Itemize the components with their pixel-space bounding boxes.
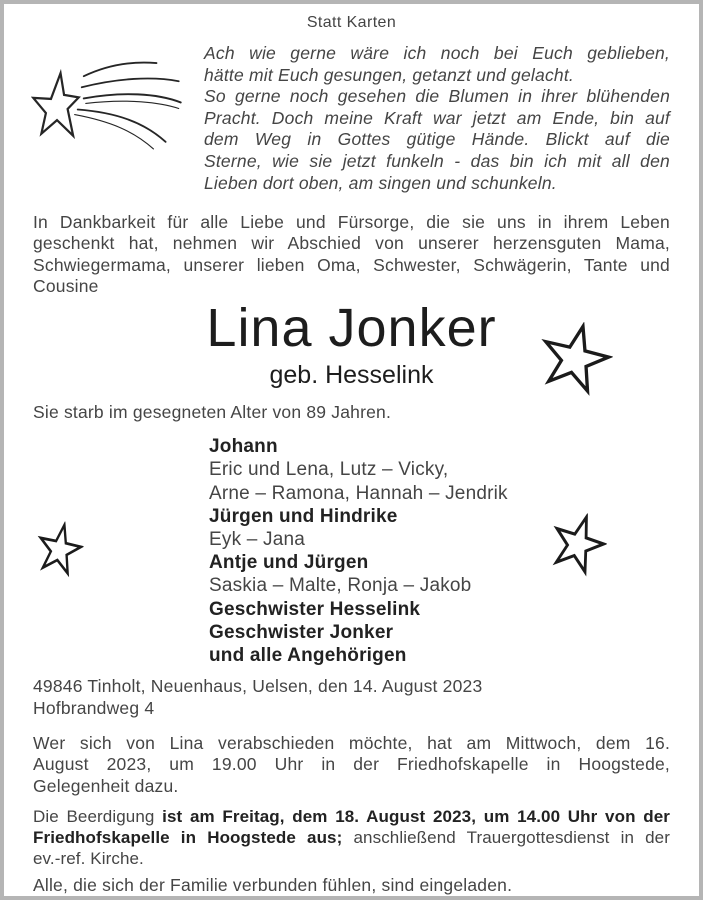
family-line: Geschwister Jonker — [209, 621, 394, 643]
family-line: Geschwister Hesselink — [209, 598, 421, 620]
poem-line: Lieben dort oben, am singen und schunkeln. — [204, 172, 557, 193]
address-block — [33, 676, 670, 719]
burial-line — [33, 848, 670, 869]
family-line: Jürgen und Hindrike — [209, 505, 398, 527]
poem-line: Sterne, wie sie jetzt funkeln - das bin ich mit all den — [204, 150, 670, 171]
burial-paragraph — [33, 806, 670, 870]
farewell-line: Wer sich von Lina verabschieden möchte, hat am Mittwoch, dem 16. — [33, 733, 670, 753]
address-street-line: Hofbrandweg 4 — [33, 697, 155, 718]
family-line: Eyk – Jana — [209, 529, 305, 550]
closing-line: Alle, die sich der Familie verbunden fühlen, sind eingeladen. — [33, 874, 513, 895]
statt-karten-label: Statt Karten — [306, 14, 397, 31]
farewell-line: Gelegenheit dazu. — [33, 775, 179, 796]
burial-text-regular: ev.-ref. Kirche. — [33, 849, 144, 869]
burial-text-bold: ist am Freitag, dem 18. August 2023, um 14.00 Uhr von der — [162, 806, 671, 826]
family-line: Arne – Ramona, Hannah – Jendrik — [209, 482, 508, 504]
burial-text-regular: anschließend Trauergottesdienst in der — [353, 828, 670, 848]
poem-line: Ach wie gerne wäre ich noch bei Euch geblieben, — [204, 43, 670, 63]
deceased-name: Lina Jonker — [206, 298, 497, 359]
intro-line: In Dankbarkeit für alle Liebe und Fürsorge, die sie uns in ihrem Leben — [33, 212, 670, 232]
intro-line: Cousine — [33, 275, 99, 296]
name-block — [33, 299, 670, 389]
farewell-paragraph — [33, 733, 670, 797]
star-outline-icon — [550, 512, 606, 575]
poem-line: Pracht. Doch meine Kraft war jetzt am Ende, bin auf — [204, 107, 670, 128]
maiden-name: geb. Hesselink — [269, 361, 434, 390]
intro-line: geschenkt hat, nehmen wir Abschied von unserer herzensguten Mama, — [33, 233, 670, 254]
poem-line: So gerne noch gesehen die Blumen in ihrer blühenden — [204, 86, 670, 107]
star-outline-icon — [36, 521, 83, 577]
family-line: Antje und Jürgen — [209, 552, 369, 574]
shooting-star-icon — [31, 57, 183, 158]
intro-paragraph — [33, 212, 670, 297]
burial-line — [33, 827, 670, 848]
intro-line: Schwiegermama, unserer lieben Oma, Schwester, Schwägerin, Tante und — [33, 254, 670, 275]
death-age-line: Sie starb im gesegneten Alter von 89 Jahren. — [33, 402, 392, 423]
farewell-line: August 2023, um 19.00 Uhr in der Friedhofskapelle in Hoogstede, — [33, 754, 670, 775]
family-line: Saskia – Malte, Ronja – Jakob — [209, 575, 472, 597]
poem-line: hätte mit Euch gesungen, getanzt und gelacht. — [204, 64, 574, 85]
memorial-poem — [204, 43, 670, 194]
star-outline-icon — [538, 321, 612, 395]
family-line: Johann — [209, 436, 278, 458]
address-date-line: 49846 Tinholt, Neuenhaus, Uelsen, den 14. August 2023 — [33, 676, 483, 697]
family-section — [33, 435, 670, 668]
poem-section — [33, 43, 670, 195]
burial-text-regular: Die Beerdigung — [33, 806, 155, 826]
poem-line: dem Weg in Gottes gütige Hände. Blickt auf die — [204, 129, 670, 150]
burial-text-bold: Friedhofskapelle in Hoogstede aus; — [33, 828, 343, 848]
family-line: und alle Angehörigen — [209, 645, 407, 667]
family-line: Eric und Lena, Lutz – Vicky, — [209, 459, 449, 481]
burial-line — [33, 806, 670, 827]
